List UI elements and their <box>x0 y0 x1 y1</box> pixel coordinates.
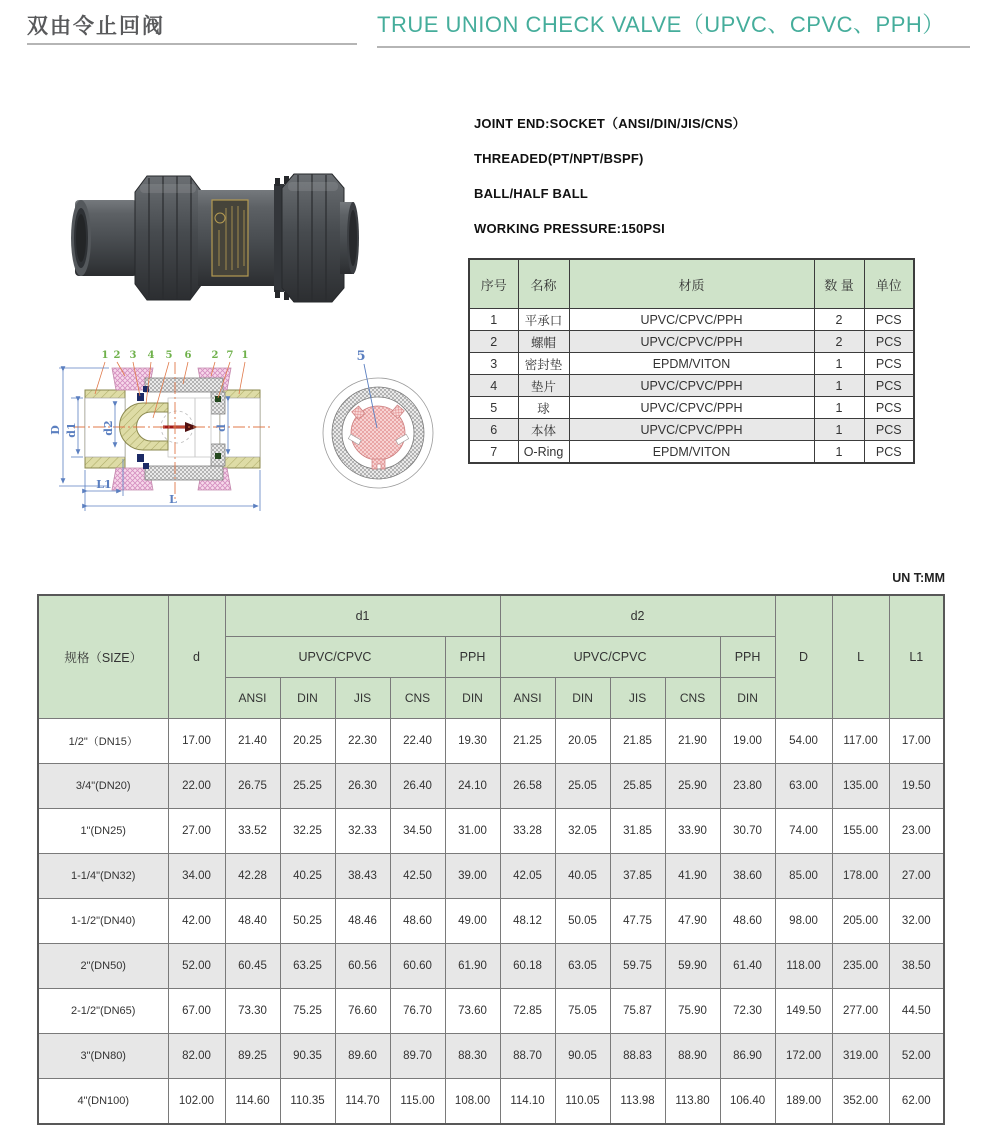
value-cell: 52.00 <box>168 944 225 989</box>
spec-line: WORKING PRESSURE:150PSI <box>474 221 665 236</box>
value-cell: 23.80 <box>720 764 775 809</box>
table-row <box>469 397 914 419</box>
value-cell: 1 <box>814 353 864 375</box>
value-cell: 1 <box>814 419 864 441</box>
value-cell: O-Ring <box>518 441 569 464</box>
value-cell: 27.00 <box>168 809 225 854</box>
value-cell: 50.05 <box>555 899 610 944</box>
value-cell: 32.00 <box>889 899 944 944</box>
value-cell: UPVC/CPVC/PPH <box>569 397 814 419</box>
dimension-table <box>37 594 945 1125</box>
table-row <box>469 441 914 464</box>
value-cell: 60.45 <box>225 944 280 989</box>
value-cell: 24.10 <box>445 764 500 809</box>
value-cell: 135.00 <box>832 764 889 809</box>
value-cell: PCS <box>864 441 914 464</box>
callout-numbers <box>102 350 249 361</box>
value-cell: 102.00 <box>168 1079 225 1125</box>
value-cell: 37.85 <box>610 854 665 899</box>
table-row <box>469 419 914 441</box>
value-cell: 48.60 <box>720 899 775 944</box>
value-cell: 63.00 <box>775 764 832 809</box>
value-cell: 47.75 <box>610 899 665 944</box>
row-label-cell: 2"(DN50) <box>38 944 168 989</box>
value-cell: 106.40 <box>720 1079 775 1125</box>
value-cell: 88.70 <box>500 1034 555 1079</box>
value-cell: 33.28 <box>500 809 555 854</box>
spec-list <box>474 113 746 253</box>
value-cell: 27.00 <box>889 854 944 899</box>
row-label-cell: 1-1/4"(DN32) <box>38 854 168 899</box>
page-title-cn: 双由令止回阀 <box>27 15 165 38</box>
parts-col-name: 名称 <box>518 259 569 309</box>
value-cell: 90.35 <box>280 1034 335 1079</box>
d1-upvc-cpvc: UPVC/CPVC <box>225 637 445 678</box>
std-ansi: ANSI <box>225 678 280 719</box>
callout-2: 2 <box>113 350 121 361</box>
value-cell: 25.90 <box>665 764 720 809</box>
parts-table <box>468 258 915 464</box>
value-cell: 22.40 <box>390 719 445 764</box>
value-cell: 75.25 <box>280 989 335 1034</box>
value-cell: 52.00 <box>889 1034 944 1079</box>
value-cell: 67.00 <box>168 989 225 1034</box>
value-cell: 60.56 <box>335 944 390 989</box>
value-cell: 75.87 <box>610 989 665 1034</box>
parts-table-body <box>469 309 914 464</box>
value-cell: 39.00 <box>445 854 500 899</box>
value-cell: 115.00 <box>390 1079 445 1125</box>
value-cell: 82.00 <box>168 1034 225 1079</box>
value-cell: 49.00 <box>445 899 500 944</box>
value-cell: 21.25 <box>500 719 555 764</box>
value-cell: 48.12 <box>500 899 555 944</box>
value-cell: 62.00 <box>889 1079 944 1125</box>
table-row <box>469 353 914 375</box>
value-cell: 42.50 <box>390 854 445 899</box>
table-row <box>38 719 944 764</box>
technical-drawing <box>25 338 465 543</box>
dim-D: D <box>49 425 62 435</box>
value-cell: 113.98 <box>610 1079 665 1125</box>
callout-7: 7 <box>226 350 234 361</box>
value-cell: 22.30 <box>335 719 390 764</box>
value-cell: 178.00 <box>832 854 889 899</box>
parts-col-unit: 单位 <box>864 259 914 309</box>
value-cell: 90.05 <box>555 1034 610 1079</box>
title-underline-right <box>377 46 970 48</box>
value-cell: 47.90 <box>665 899 720 944</box>
value-cell: 1 <box>814 397 864 419</box>
value-cell: 38.43 <box>335 854 390 899</box>
value-cell: 114.10 <box>500 1079 555 1125</box>
value-cell: 34.00 <box>168 854 225 899</box>
product-photo <box>60 138 360 338</box>
value-cell: 42.05 <box>500 854 555 899</box>
table-row <box>38 764 944 809</box>
value-cell: 74.00 <box>775 809 832 854</box>
value-cell: 30.70 <box>720 809 775 854</box>
row-label-cell: 2-1/2"(DN65) <box>38 989 168 1034</box>
value-cell: PCS <box>864 309 914 331</box>
value-cell: 75.05 <box>555 989 610 1034</box>
parts-col-no: 序号 <box>469 259 518 309</box>
value-cell: 205.00 <box>832 899 889 944</box>
value-cell: 垫片 <box>518 375 569 397</box>
parts-col-material: 材质 <box>569 259 814 309</box>
callout-4: 4 <box>147 350 155 361</box>
col-L: L <box>832 595 889 719</box>
value-cell: 113.80 <box>665 1079 720 1125</box>
value-cell: 22.00 <box>168 764 225 809</box>
row-label-cell: 6 <box>469 419 518 441</box>
value-cell: 59.75 <box>610 944 665 989</box>
dim-L1: L1 <box>96 478 112 491</box>
value-cell: 63.05 <box>555 944 610 989</box>
value-cell: 172.00 <box>775 1034 832 1079</box>
table-row <box>38 899 944 944</box>
page-title-en: TRUE UNION CHECK VALVE（UPVC、CPVC、PPH） <box>377 12 945 37</box>
value-cell: 88.90 <box>665 1034 720 1079</box>
d2-pph: PPH <box>720 637 775 678</box>
row-label-cell: 5 <box>469 397 518 419</box>
value-cell: 114.70 <box>335 1079 390 1125</box>
value-cell: PCS <box>864 397 914 419</box>
row-label-cell: 7 <box>469 441 518 464</box>
value-cell: 117.00 <box>832 719 889 764</box>
unit-note: UN T:MM <box>892 571 945 585</box>
value-cell: 螺帽 <box>518 331 569 353</box>
value-cell: 86.90 <box>720 1034 775 1079</box>
value-cell: 2 <box>814 331 864 353</box>
std-din-pph: DIN <box>445 678 500 719</box>
section-callout-5: 5 <box>356 349 366 364</box>
row-label-cell: 1-1/2"(DN40) <box>38 899 168 944</box>
value-cell: 60.60 <box>390 944 445 989</box>
value-cell: 19.30 <box>445 719 500 764</box>
gold-label <box>212 200 248 276</box>
value-cell: 48.60 <box>390 899 445 944</box>
value-cell: 40.05 <box>555 854 610 899</box>
value-cell: 密封垫 <box>518 353 569 375</box>
value-cell: 21.40 <box>225 719 280 764</box>
callout-3: 3 <box>129 350 137 361</box>
value-cell: 42.28 <box>225 854 280 899</box>
value-cell: 108.00 <box>445 1079 500 1125</box>
valve-photo-group <box>71 174 359 302</box>
value-cell: 20.05 <box>555 719 610 764</box>
value-cell: 89.60 <box>335 1034 390 1079</box>
value-cell: 72.30 <box>720 989 775 1034</box>
value-cell: 31.85 <box>610 809 665 854</box>
value-cell: 33.52 <box>225 809 280 854</box>
std-din: DIN <box>555 678 610 719</box>
value-cell: 110.05 <box>555 1079 610 1125</box>
value-cell: 32.33 <box>335 809 390 854</box>
value-cell: 33.90 <box>665 809 720 854</box>
value-cell: 41.90 <box>665 854 720 899</box>
callout-1: 1 <box>101 350 109 361</box>
table-row <box>38 1034 944 1079</box>
col-d: d <box>168 595 225 719</box>
group-d1: d1 <box>225 595 500 637</box>
row-label-cell: 4"(DN100) <box>38 1079 168 1125</box>
value-cell: 34.50 <box>390 809 445 854</box>
value-cell: PCS <box>864 375 914 397</box>
value-cell: 54.00 <box>775 719 832 764</box>
value-cell: 88.30 <box>445 1034 500 1079</box>
value-cell: 44.50 <box>889 989 944 1034</box>
value-cell: UPVC/CPVC/PPH <box>569 419 814 441</box>
value-cell: 19.00 <box>720 719 775 764</box>
value-cell: 60.18 <box>500 944 555 989</box>
value-cell: 1 <box>814 441 864 464</box>
callout-1b: 1 <box>241 350 249 361</box>
parts-header-row <box>469 259 914 309</box>
value-cell: 32.25 <box>280 809 335 854</box>
value-cell: 21.90 <box>665 719 720 764</box>
row-label-cell: 1"(DN25) <box>38 809 168 854</box>
value-cell: 48.46 <box>335 899 390 944</box>
value-cell: 1 <box>814 375 864 397</box>
value-cell: 21.85 <box>610 719 665 764</box>
dim-header-row-1 <box>38 595 944 637</box>
value-cell: 189.00 <box>775 1079 832 1125</box>
value-cell: 26.75 <box>225 764 280 809</box>
std-din: DIN <box>280 678 335 719</box>
table-row <box>469 375 914 397</box>
value-cell: 319.00 <box>832 1034 889 1079</box>
value-cell: 235.00 <box>832 944 889 989</box>
value-cell: EPDM/VITON <box>569 441 814 464</box>
row-label-cell: 4 <box>469 375 518 397</box>
value-cell: 98.00 <box>775 899 832 944</box>
value-cell: 76.60 <box>335 989 390 1034</box>
value-cell: 277.00 <box>832 989 889 1034</box>
value-cell: 85.00 <box>775 854 832 899</box>
value-cell: 89.25 <box>225 1034 280 1079</box>
value-cell: 50.25 <box>280 899 335 944</box>
spec-line: BALL/HALF BALL <box>474 186 588 201</box>
value-cell: 73.60 <box>445 989 500 1034</box>
dim-d: d <box>215 424 228 432</box>
value-cell: 26.40 <box>390 764 445 809</box>
dim-d1: d1 <box>65 422 78 438</box>
col-D: D <box>775 595 832 719</box>
value-cell: 23.00 <box>889 809 944 854</box>
value-cell: 149.50 <box>775 989 832 1034</box>
value-cell: 61.40 <box>720 944 775 989</box>
table-row <box>38 989 944 1034</box>
value-cell: 20.25 <box>280 719 335 764</box>
value-cell: EPDM/VITON <box>569 353 814 375</box>
value-cell: PCS <box>864 331 914 353</box>
title-underline-left <box>27 43 357 45</box>
row-label-cell: 2 <box>469 331 518 353</box>
value-cell: 114.60 <box>225 1079 280 1125</box>
value-cell: 63.25 <box>280 944 335 989</box>
group-d2: d2 <box>500 595 775 637</box>
value-cell: 平承口 <box>518 309 569 331</box>
table-row <box>38 1079 944 1125</box>
value-cell: 75.90 <box>665 989 720 1034</box>
callout-5: 5 <box>165 350 173 361</box>
row-label-cell: 3 <box>469 353 518 375</box>
dim-d2: d2 <box>102 420 115 436</box>
spec-line: THREADED(PT/NPT/BSPF) <box>474 151 644 166</box>
value-cell: 118.00 <box>775 944 832 989</box>
table-row <box>38 854 944 899</box>
value-cell: 球 <box>518 397 569 419</box>
row-label-cell: 1/2"（DN15） <box>38 719 168 764</box>
value-cell: 38.50 <box>889 944 944 989</box>
d2-upvc-cpvc: UPVC/CPVC <box>500 637 720 678</box>
value-cell: 2 <box>814 309 864 331</box>
std-cns: CNS <box>390 678 445 719</box>
value-cell: 25.25 <box>280 764 335 809</box>
std-jis: JIS <box>610 678 665 719</box>
value-cell: 59.90 <box>665 944 720 989</box>
value-cell: 32.05 <box>555 809 610 854</box>
value-cell: 42.00 <box>168 899 225 944</box>
parts-col-qty: 数 量 <box>814 259 864 309</box>
spec-line: JOINT END:SOCKET（ANSI/DIN/JIS/CNS） <box>474 116 746 131</box>
std-ansi: ANSI <box>500 678 555 719</box>
table-row <box>38 944 944 989</box>
value-cell: 25.85 <box>610 764 665 809</box>
value-cell: 38.60 <box>720 854 775 899</box>
value-cell: 26.30 <box>335 764 390 809</box>
std-din-pph: DIN <box>720 678 775 719</box>
value-cell: 155.00 <box>832 809 889 854</box>
dim-L: L <box>169 493 177 506</box>
value-cell: 17.00 <box>168 719 225 764</box>
table-row <box>469 331 914 353</box>
row-label-cell: 3"(DN80) <box>38 1034 168 1079</box>
value-cell: 73.30 <box>225 989 280 1034</box>
value-cell: PCS <box>864 353 914 375</box>
table-row <box>38 809 944 854</box>
value-cell: 110.35 <box>280 1079 335 1125</box>
value-cell: 26.58 <box>500 764 555 809</box>
value-cell: UPVC/CPVC/PPH <box>569 331 814 353</box>
callout-6: 6 <box>184 350 192 361</box>
row-label-cell: 1 <box>469 309 518 331</box>
std-jis: JIS <box>335 678 390 719</box>
value-cell: 88.83 <box>610 1034 665 1079</box>
value-cell: 89.70 <box>390 1034 445 1079</box>
section-view <box>323 349 433 488</box>
d1-pph: PPH <box>445 637 500 678</box>
std-cns: CNS <box>665 678 720 719</box>
value-cell: 40.25 <box>280 854 335 899</box>
row-label-cell: 3/4"(DN20) <box>38 764 168 809</box>
value-cell: 48.40 <box>225 899 280 944</box>
value-cell: 61.90 <box>445 944 500 989</box>
value-cell: 25.05 <box>555 764 610 809</box>
value-cell: UPVC/CPVC/PPH <box>569 309 814 331</box>
value-cell: UPVC/CPVC/PPH <box>569 375 814 397</box>
value-cell: 76.70 <box>390 989 445 1034</box>
value-cell: 72.85 <box>500 989 555 1034</box>
value-cell: PCS <box>864 419 914 441</box>
table-row <box>469 309 914 331</box>
dim-table-body <box>38 719 944 1125</box>
value-cell: 19.50 <box>889 764 944 809</box>
value-cell: 352.00 <box>832 1079 889 1125</box>
value-cell: 本体 <box>518 419 569 441</box>
callout-2b: 2 <box>211 350 219 361</box>
col-size: 规格（SIZE） <box>38 595 168 719</box>
col-L1: L1 <box>889 595 944 719</box>
value-cell: 17.00 <box>889 719 944 764</box>
value-cell: 31.00 <box>445 809 500 854</box>
